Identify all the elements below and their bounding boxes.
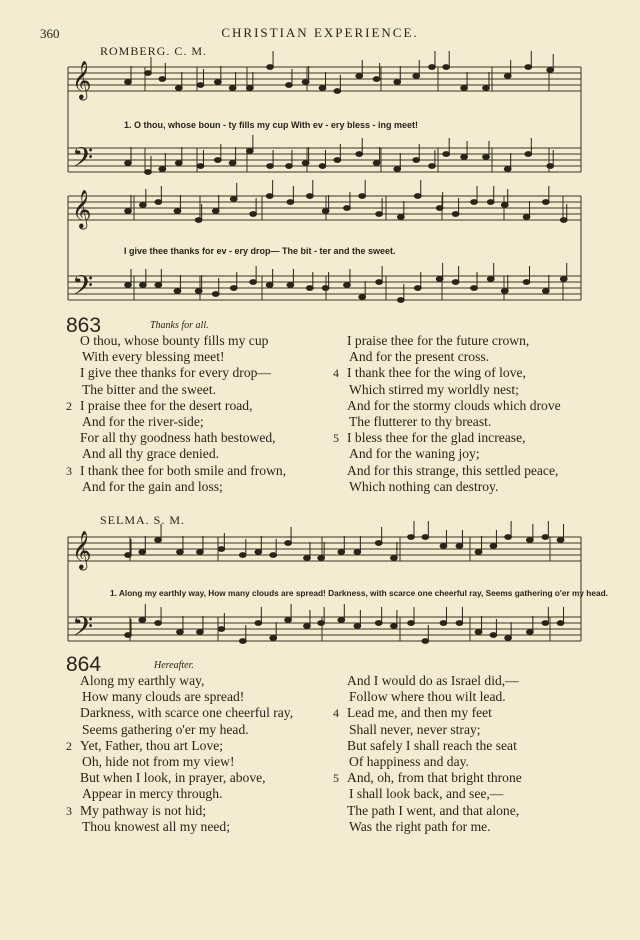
hymn-line <box>333 705 613 721</box>
note-head <box>557 538 564 543</box>
note-head <box>452 212 459 217</box>
hymn-number-863: 863 <box>66 314 102 337</box>
note-head <box>376 280 383 285</box>
note-head <box>230 197 237 202</box>
hymn-line <box>66 754 336 770</box>
note-head <box>255 550 262 555</box>
note-head <box>436 277 443 282</box>
music-lyric-863-1: 1. O thou, whose boun - ty fills my cup With ev - ery bless - ing meet! <box>124 120 418 130</box>
line-text: I praise thee for the future crown, <box>347 333 530 348</box>
hymn-line <box>333 689 613 705</box>
note-head <box>338 618 345 623</box>
note-head <box>334 158 341 163</box>
line-text: Appear in mercy through. <box>82 786 223 802</box>
line-text: O thou, whose bounty fills my cup <box>80 333 269 348</box>
note-head <box>408 535 415 540</box>
note-head <box>304 556 311 561</box>
line-text: Oh, hide not from my view! <box>82 754 235 770</box>
verse-number: 4 <box>333 366 339 381</box>
note-head <box>475 630 482 635</box>
hymn-line <box>333 722 613 738</box>
note-head <box>174 289 181 294</box>
treble-clef-icon: 𝄞 <box>72 530 92 569</box>
hymn-line <box>66 786 336 802</box>
note-head <box>525 152 532 157</box>
note-head <box>414 286 421 291</box>
line-text: I praise thee for the desert road, <box>80 397 253 413</box>
note-head <box>267 65 274 70</box>
note-head <box>125 209 132 214</box>
verse-number: 3 <box>66 463 72 478</box>
note-head <box>471 286 478 291</box>
note-head <box>159 77 166 82</box>
note-head <box>547 68 554 73</box>
note-head <box>218 547 225 552</box>
note-head <box>125 80 132 85</box>
note-head <box>319 164 326 169</box>
note-head <box>322 286 329 291</box>
hymn-line <box>66 430 336 446</box>
note-head <box>429 164 436 169</box>
note-head <box>560 277 567 282</box>
line-text: The bitter and the sweet. <box>82 381 216 397</box>
note-head <box>286 164 293 169</box>
hymn-line <box>66 463 336 479</box>
hymn-line <box>333 463 613 479</box>
hymn-line <box>333 803 613 819</box>
note-head <box>250 280 257 285</box>
line-text: And for the waning joy; <box>349 446 480 462</box>
note-head <box>266 283 273 288</box>
hymn-line <box>66 803 336 819</box>
note-head <box>523 280 530 285</box>
note-head <box>414 194 421 199</box>
hymn-line <box>333 349 613 365</box>
hymn-line <box>66 414 336 430</box>
note-head <box>373 77 380 82</box>
note-head <box>322 209 329 214</box>
note-head <box>270 636 277 641</box>
note-head <box>155 283 162 288</box>
note-head <box>504 74 511 79</box>
note-head <box>490 633 497 638</box>
note-head <box>212 292 219 297</box>
line-text: And all thy grace denied. <box>82 446 220 462</box>
line-text: Was the right path for me. <box>349 818 491 834</box>
note-head <box>452 280 459 285</box>
note-head <box>155 200 162 205</box>
hymn-line <box>333 479 613 495</box>
note-head <box>197 630 204 635</box>
note-head <box>356 152 363 157</box>
note-head <box>302 80 309 85</box>
note-head <box>139 203 146 208</box>
line-text: Which nothing can destroy. <box>349 478 499 494</box>
hymn-line <box>333 382 613 398</box>
line-text: But safely I shall reach the seat <box>347 737 517 753</box>
line-text: Along my earthly way, <box>80 673 205 688</box>
hymn-line <box>66 770 336 786</box>
note-head <box>125 283 132 288</box>
hymn-line <box>66 819 336 835</box>
note-head <box>197 83 204 88</box>
line-text: Yet, Father, thou art Love; <box>80 737 224 753</box>
note-head <box>443 152 450 157</box>
note-head <box>394 167 401 172</box>
note-head <box>354 624 361 629</box>
note-head <box>461 155 468 160</box>
note-head <box>318 556 325 561</box>
hymn-line <box>66 705 336 721</box>
line-text: For all thy goodness hath bestowed, <box>80 430 276 446</box>
page-number: 360 <box>40 26 60 41</box>
line-text: But when I look, in prayer, above, <box>80 770 266 786</box>
note-head <box>246 86 253 91</box>
note-head <box>287 200 294 205</box>
line-text: Which stirred my worldly nest; <box>349 381 519 397</box>
hymn-line <box>66 365 336 381</box>
note-head <box>287 283 294 288</box>
hymn-line <box>66 722 336 738</box>
note-head <box>125 633 132 638</box>
note-head <box>304 624 311 629</box>
note-head <box>230 286 237 291</box>
verse-number: 3 <box>66 803 72 818</box>
note-head <box>155 538 162 543</box>
note-head <box>175 86 182 91</box>
note-head <box>542 289 549 294</box>
hymn-line <box>333 786 613 802</box>
note-head <box>255 621 262 626</box>
note-head <box>408 621 415 626</box>
line-text: Shall never, never stray; <box>349 721 481 737</box>
line-text: Of happiness and day. <box>349 754 469 770</box>
hymn-line <box>66 689 336 705</box>
hymn-line <box>66 673 336 689</box>
hymn-line <box>333 754 613 770</box>
verse-number: 5 <box>333 431 339 446</box>
line-text: With every blessing meet! <box>82 349 225 365</box>
note-head <box>487 200 494 205</box>
hymn-line <box>333 430 613 446</box>
note-head <box>456 544 463 549</box>
note-head <box>239 639 246 644</box>
note-head <box>391 624 398 629</box>
note-head <box>155 621 162 626</box>
music-lyric-864-1: 1. Along my earthly way, How many clouds are spread! Darkness, with scarce one cheerful ray, Seems gathering o'er my head. <box>110 588 608 598</box>
line-text: And for this strange, this settled peace, <box>347 462 559 478</box>
line-text: And for the present cross. <box>349 349 490 365</box>
running-title: CHRISTIAN EXPERIENCE. <box>221 25 419 40</box>
note-head <box>319 86 326 91</box>
hymn-line <box>66 333 336 349</box>
line-text: The flutterer to thy breast. <box>349 414 492 430</box>
hymn-863-col-1 <box>66 333 336 495</box>
note-head <box>542 535 549 540</box>
note-head <box>443 65 450 70</box>
hymn-line <box>333 365 613 381</box>
note-head <box>547 164 554 169</box>
note-head <box>483 86 490 91</box>
hymn-line <box>66 446 336 462</box>
note-head <box>175 161 182 166</box>
note-head <box>145 71 152 76</box>
hymn-863-col-2 <box>333 333 613 495</box>
note-head <box>125 161 132 166</box>
note-head <box>195 289 202 294</box>
hymn-line <box>333 414 613 430</box>
note-head <box>229 86 236 91</box>
note-head <box>475 550 482 555</box>
note-head <box>526 538 533 543</box>
line-text: I bless thee for the glad increase, <box>347 430 526 446</box>
note-head <box>483 155 490 160</box>
note-head <box>356 74 363 79</box>
note-head <box>195 218 202 223</box>
note-head <box>422 535 429 540</box>
hymn-subtitle-863: Thanks for all. <box>150 320 209 331</box>
note-head <box>197 550 204 555</box>
note-head <box>359 194 366 199</box>
note-head <box>375 621 382 626</box>
note-head <box>177 550 184 555</box>
note-head <box>375 541 382 546</box>
note-head <box>413 158 420 163</box>
line-text: And for the gain and loss; <box>82 478 223 494</box>
note-head <box>302 161 309 166</box>
note-head <box>422 639 429 644</box>
note-head <box>542 621 549 626</box>
hymn-line <box>333 446 613 462</box>
note-head <box>229 161 236 166</box>
note-head <box>306 194 313 199</box>
note-head <box>139 618 146 623</box>
note-head <box>440 621 447 626</box>
note-head <box>285 618 292 623</box>
hymn-864-col-1 <box>66 673 336 835</box>
hymn-line <box>66 479 336 495</box>
hymn-line <box>66 738 336 754</box>
line-text: And for the river-side; <box>82 414 204 430</box>
note-head <box>504 167 511 172</box>
note-head <box>354 550 361 555</box>
note-head <box>440 544 447 549</box>
note-head <box>501 203 508 208</box>
note-head <box>505 636 512 641</box>
line-text: And for the stormy clouds which drove <box>347 397 561 413</box>
line-text: I give thee thanks for every drop— <box>80 365 272 381</box>
hymn-line <box>333 333 613 349</box>
note-head <box>212 209 219 214</box>
line-text: And, oh, from that bright throne <box>347 770 522 786</box>
note-head <box>306 286 313 291</box>
hymn-864-col-2 <box>333 673 613 835</box>
note-head <box>505 535 512 540</box>
note-head <box>359 295 366 300</box>
line-text: My pathway is not hid; <box>80 802 207 818</box>
note-head <box>429 65 436 70</box>
note-head <box>557 621 564 626</box>
note-head <box>523 215 530 220</box>
note-head <box>542 200 549 205</box>
note-head <box>214 80 221 85</box>
line-text: Follow where thou wilt lead. <box>349 689 506 705</box>
hymn-line <box>66 349 336 365</box>
line-text: I thank thee for both smile and frown, <box>80 462 287 478</box>
hymn-subtitle-864: Hereafter. <box>154 660 194 671</box>
bass-clef-icon: 𝄢 <box>72 141 94 180</box>
line-text: I shall look back, and see,— <box>349 786 504 802</box>
note-head <box>139 550 146 555</box>
note-head <box>394 80 401 85</box>
note-head <box>285 541 292 546</box>
hymn-line <box>333 398 613 414</box>
note-head <box>397 215 404 220</box>
music-lyric-863-2: I give thee thanks for ev - ery drop— The bit - ter and the sweet. <box>124 246 396 256</box>
note-head <box>318 621 325 626</box>
note-head <box>525 65 532 70</box>
note-head <box>344 283 351 288</box>
note-head <box>397 298 404 303</box>
note-head <box>197 164 204 169</box>
note-head <box>373 161 380 166</box>
hymn-line <box>66 382 336 398</box>
verse-number: 2 <box>66 738 72 753</box>
note-head <box>177 630 184 635</box>
note-head <box>490 544 497 549</box>
line-text: And I would do as Israel did,— <box>347 673 519 688</box>
verse-number: 4 <box>333 706 339 721</box>
hymn-line <box>333 738 613 754</box>
note-head <box>376 212 383 217</box>
verse-number: 2 <box>66 398 72 413</box>
note-head <box>334 89 341 94</box>
note-head <box>266 194 273 199</box>
line-text: Seems gathering o'er my head. <box>82 721 249 737</box>
note-head <box>214 158 221 163</box>
note-head <box>239 553 246 558</box>
note-head <box>246 149 253 154</box>
bass-clef-icon: 𝄢 <box>72 610 94 649</box>
hymn-line <box>66 398 336 414</box>
note-head <box>338 550 345 555</box>
note-head <box>344 206 351 211</box>
note-head <box>270 553 277 558</box>
note-head <box>139 283 146 288</box>
note-head <box>250 212 257 217</box>
line-text: Darkness, with scarce one cheerful ray, <box>80 705 294 721</box>
note-head <box>267 164 274 169</box>
note-head <box>436 206 443 211</box>
note-head <box>526 630 533 635</box>
hymn-number-864: 864 <box>66 653 102 676</box>
note-head <box>125 553 132 558</box>
tune-name-864: SELMA. S. M. <box>100 513 186 527</box>
hymn-line <box>333 819 613 835</box>
verse-number: 5 <box>333 771 339 786</box>
note-head <box>471 200 478 205</box>
bass-clef-icon: 𝄢 <box>72 269 94 308</box>
note-head <box>501 289 508 294</box>
line-text: Lead me, and then my feet <box>347 705 492 721</box>
note-head <box>145 170 152 175</box>
treble-clef-icon: 𝄞 <box>72 189 92 228</box>
note-head <box>560 218 567 223</box>
note-head <box>456 621 463 626</box>
line-text: The path I went, and that alone, <box>347 802 520 818</box>
treble-clef-icon: 𝄞 <box>72 60 92 99</box>
tune-name-863: ROMBERG. C. M. <box>100 44 208 58</box>
hymn-line <box>333 673 613 689</box>
note-head <box>391 556 398 561</box>
note-head <box>159 167 166 172</box>
line-text: Thou knowest all my need; <box>82 818 230 834</box>
note-head <box>174 209 181 214</box>
line-text: I thank thee for the wing of love, <box>347 365 526 381</box>
note-head <box>413 74 420 79</box>
note-head <box>461 86 468 91</box>
note-head <box>218 627 225 632</box>
hymn-line <box>333 770 613 786</box>
line-text: How many clouds are spread! <box>82 689 245 705</box>
note-head <box>487 277 494 282</box>
note-head <box>286 83 293 88</box>
